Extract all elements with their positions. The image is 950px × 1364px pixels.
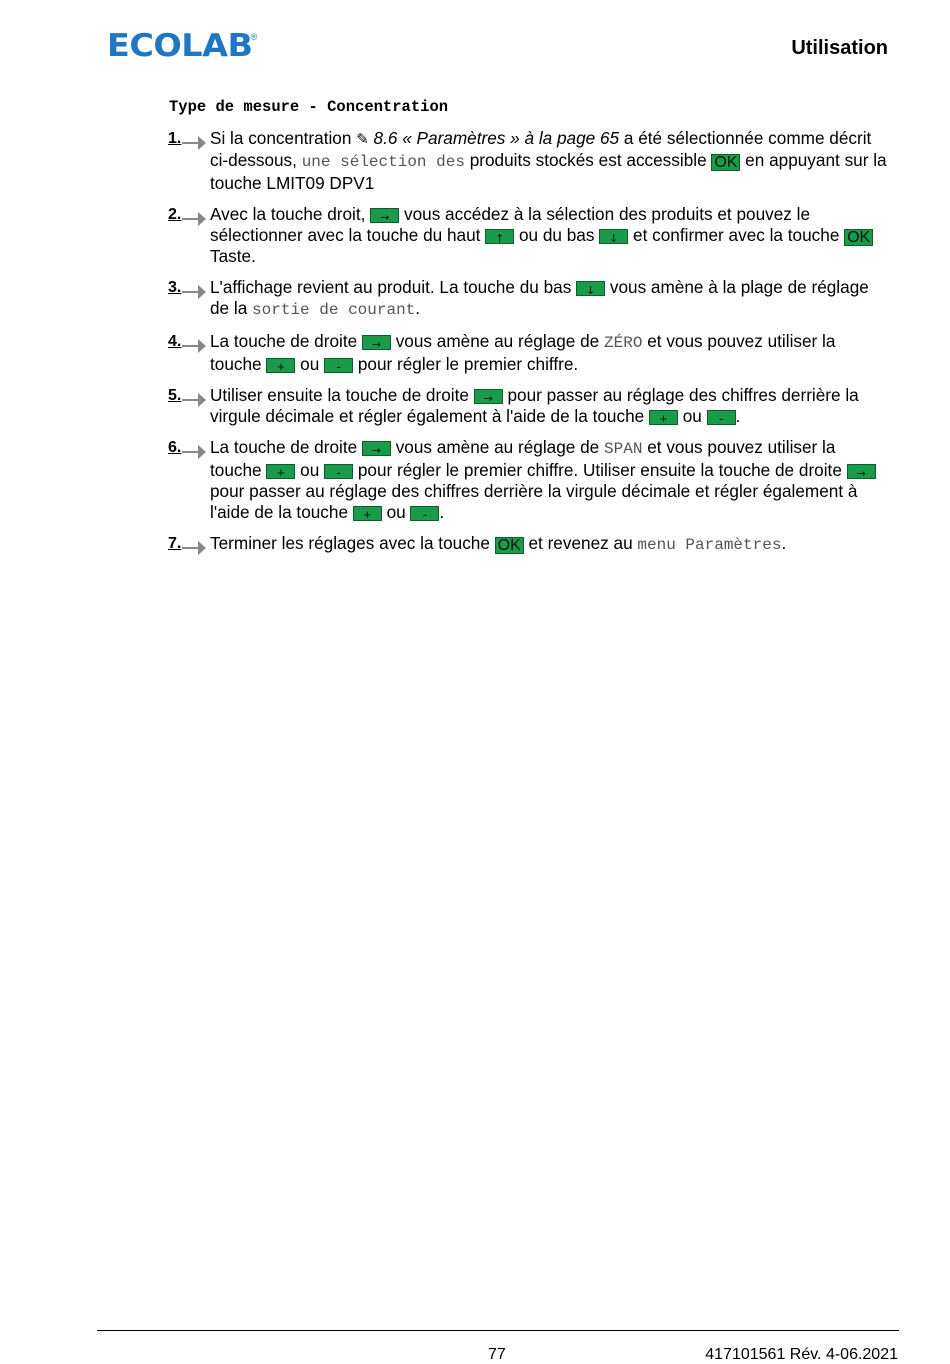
step-number: 3. — [168, 277, 206, 298]
step-arrow-icon — [182, 337, 206, 349]
document-reference: 417101561 Rév. 4-06.2021 — [705, 1346, 898, 1363]
minus-key-icon: - — [324, 464, 353, 479]
display-text: menu Paramètres — [637, 536, 782, 554]
minus-key-icon: - — [410, 506, 439, 521]
right-arrow-key-icon: → — [362, 441, 391, 456]
footer-divider — [97, 1330, 899, 1331]
up-arrow-key-icon: ↑ — [485, 229, 514, 244]
right-arrow-key-icon: → — [847, 464, 876, 479]
down-arrow-key-icon: ↓ — [599, 229, 628, 244]
step-arrow-icon — [182, 539, 206, 551]
display-text: ZÉRO — [604, 334, 643, 352]
registered-mark: ® — [250, 32, 258, 42]
right-arrow-key-icon: → — [362, 335, 391, 350]
plus-key-icon: + — [266, 464, 295, 479]
step-6 — [168, 437, 888, 523]
step-arrow-icon — [182, 391, 206, 403]
step-2 — [168, 204, 888, 267]
cross-reference-icon: ✎ — [356, 130, 369, 148]
step-text: Utiliser ensuite la touche de droite → pour passer au réglage des chiffres derrière la virgule décimale et régler également à l'aide de la touche + ou - . — [210, 385, 859, 426]
step-arrow-icon — [182, 134, 206, 146]
step-1 — [168, 128, 888, 194]
display-text: SPAN — [604, 440, 643, 458]
step-text: L'affichage revient au produit. La touche du bas ↓ vous amène à la plage de réglage de la sortie de courant. — [210, 277, 869, 319]
step-4 — [168, 331, 888, 375]
section-title: Utilisation — [791, 37, 888, 59]
display-text: une sélection des — [301, 153, 465, 171]
cross-reference-link[interactable]: 8.6 « Paramètres » à la page 65 — [373, 128, 620, 148]
down-arrow-key-icon: ↓ — [576, 281, 605, 296]
step-7 — [168, 533, 888, 556]
ok-key: OK — [711, 154, 740, 171]
step-number: 5. — [168, 385, 206, 406]
step-3 — [168, 277, 888, 321]
minus-key-icon: - — [707, 410, 736, 425]
step-text: Avec la touche droit, → vous accédez à la sélection des produits et pouvez le sélectionner avec la touche du haut ↑ ou du bas ↓ et confirmer avec la touche OK Taste. — [210, 204, 888, 267]
right-arrow-key-icon: → — [370, 208, 399, 223]
procedure-heading: Type de mesure - Concentration — [169, 98, 449, 116]
step-number: 7. — [168, 533, 206, 554]
step-number: 1. — [168, 128, 206, 149]
step-text: La touche de droite → vous amène au réglage de ZÉRO et vous pouvez utiliser la touche + ou - pour régler le premier chiffre. — [210, 331, 836, 374]
step-number: 6. — [168, 437, 206, 458]
steps-list — [168, 128, 888, 566]
step-text: Si la concentration ✎ 8.6 « Paramètres » à la page 65 a été sélectionnée comme décrit ci-dessous, une sélection des produits stockés est accessible OK en appuyant sur la touche LMIT09 DPV1 — [210, 128, 887, 193]
step-arrow-icon — [182, 283, 206, 295]
step-5 — [168, 385, 888, 427]
step-number: 4. — [168, 331, 206, 352]
step-arrow-icon — [182, 443, 206, 455]
ok-key: OK — [844, 229, 873, 246]
step-arrow-icon — [182, 210, 206, 222]
ecolab-logo — [107, 30, 257, 62]
page-number: 77 — [488, 1346, 506, 1363]
display-text: sortie de courant — [252, 301, 416, 319]
plus-key-icon: + — [266, 358, 295, 373]
plus-key-icon: + — [353, 506, 382, 521]
right-arrow-key-icon: → — [474, 389, 503, 404]
minus-key-icon: - — [324, 358, 353, 373]
step-text: La touche de droite → vous amène au réglage de SPAN et vous pouvez utiliser la touche + ou - pour régler le premier chiffre. Utiliser ensuite la touche de droite → pour passer au réglage des chiffres derrière la virgule décimale et régler également à l'aide de la touche + ou - . — [210, 437, 888, 523]
logo-text: ECOLAB — [107, 28, 253, 64]
plus-key-icon: + — [649, 410, 678, 425]
ok-key: OK — [495, 537, 524, 554]
step-text: Terminer les réglages avec la touche OK et revenez au menu Paramètres. — [210, 533, 787, 554]
step-number: 2. — [168, 204, 206, 225]
